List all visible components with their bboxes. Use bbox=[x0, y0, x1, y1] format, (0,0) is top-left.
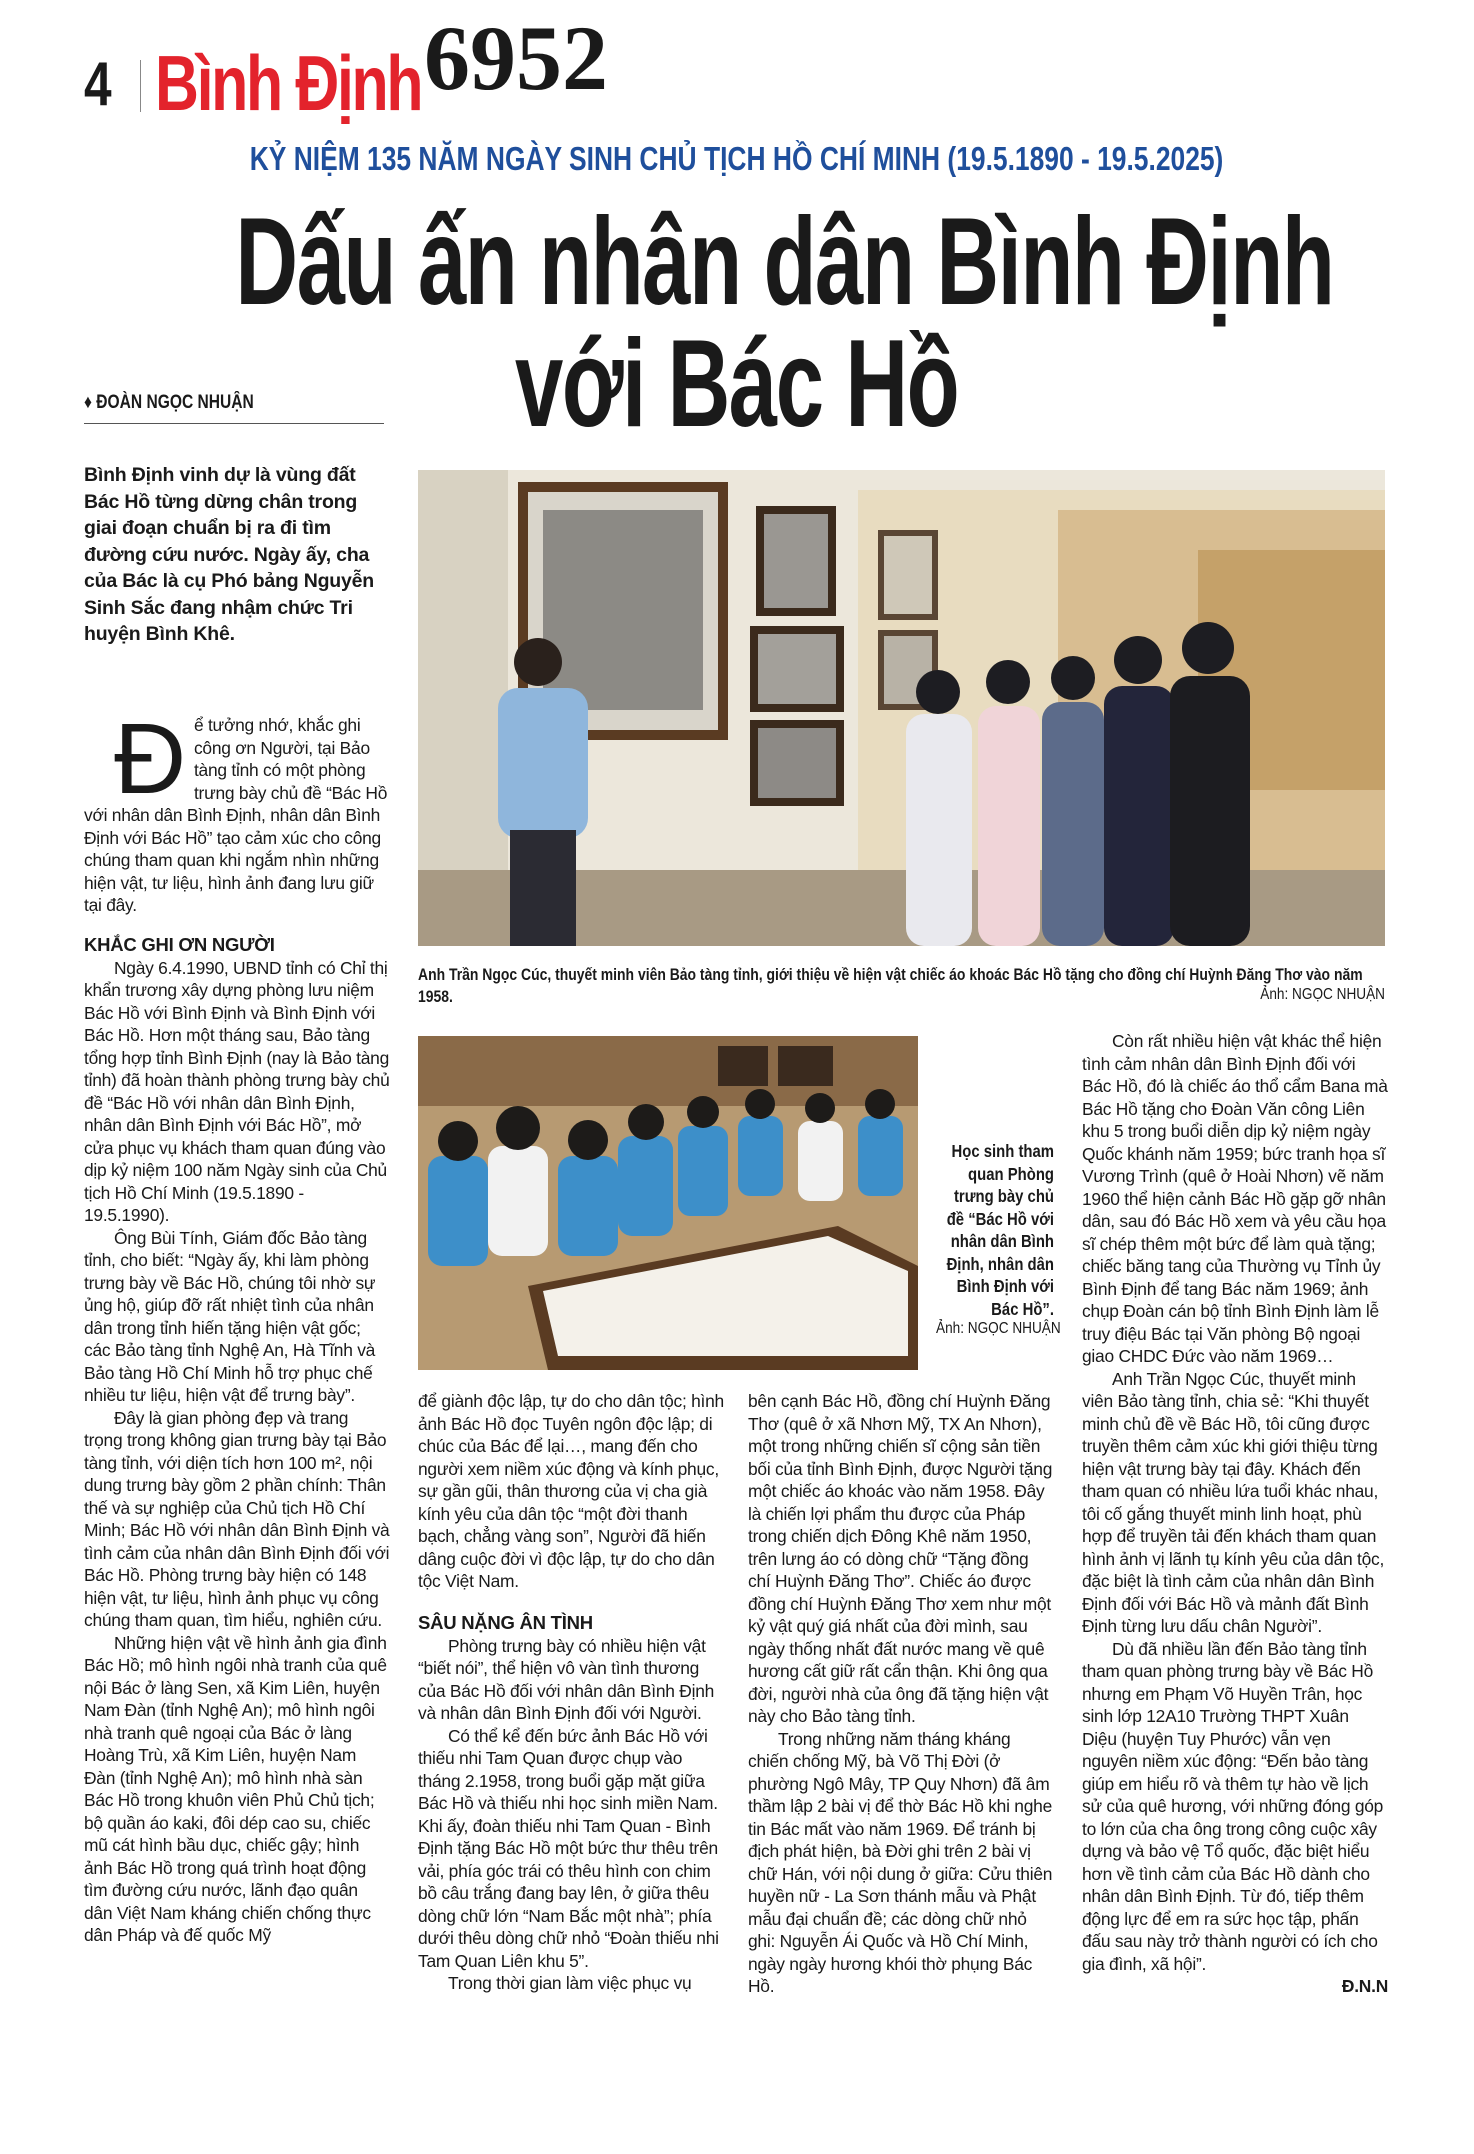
article-column-4 bbox=[1082, 1030, 1388, 2074]
paragraph: Đây là gian phòng đẹp và trang trọng trong không gian trưng bày tại Bảo tàng tỉnh, với diện tích hơn 100 m², nội dung trưng bày gồm 2 phần chính: Thân thế và sự nghiệp của Chủ tịch Hồ Chí Minh; Bác Hồ với nhân dân Bình Định và tình cảm của nhân dân Bình Định đối với Bác Hồ. Phòng trưng bày hiện có 148 hiện vật, tư liệu, hình ảnh phục vụ công chúng tham quan, tìm hiểu, nghiên cứu. bbox=[84, 1407, 390, 1630]
headline-line-2 bbox=[0, 315, 1474, 453]
lead-paragraph: Bình Định vinh dự là vùng đất Bác Hồ từng dừng chân trong giai đoạn chuẩn bị ra đi tìm đường cứu nước. Ngày ấy, cha của Bác là cụ Phó bảng Nguyễn Sinh Sắc đang nhậm chức Tri huyện Bình Khê. bbox=[84, 464, 375, 645]
paragraph-continuation: để giành độc lập, tự do cho dân tộc; hình ảnh Bác Hồ đọc Tuyên ngôn độc lập; di chúc của Bác để lại…, mang đến cho người xem niềm xúc động và kính phục, sự gần gũi, thân thương của vị cha già kính yêu của dân tộc “một đời thanh bạch, chẳng vàng son”, Người đã hiến dâng cuộc đời vì độc lập, tự do cho dân tộc Việt Nam. bbox=[418, 1391, 724, 1591]
paragraph: Những hiện vật về hình ảnh gia đình Bác Hồ; mô hình ngôi nhà tranh của quê nội Bác ở làng Sen, xã Kim Liên, huyện Nam Đàn (tỉnh Nghệ An); mô hình ngôi nhà tranh quê ngoại của Bác ở làng Hoàng Trù, xã Kim Liên, huyện Nam Đàn (tỉnh Nghệ An); mô hình nhà sàn Bác Hồ trong khuôn viên Phủ Chủ tịch; bộ quần áo kaki, đôi dép cao su, chiếc mũ cát hình bầu dục, chiếc gậy; hình ảnh Bác Hồ trong quá trình hoạt động tìm đường cứu nước, lãnh đạo quân dân Việt Nam kháng chiến chống thực dân Pháp và đế quốc Mỹ bbox=[84, 1632, 387, 1945]
photo-caption-2-text: Học sinh tham quan Phòng trưng bày chủ đề “Bác Hồ với nhân dân Bình Định, nhân dân Bình Định với Bác Hồ”. bbox=[946, 1141, 1054, 1319]
paragraph: Có thể kể đến bức ảnh Bác Hồ với thiếu nhi Tam Quan được chụp vào tháng 2.1958, trong buổi gặp mặt giữa Bác Hồ và thiếu nhi học sinh miền Nam. Khi ấy, đoàn thiếu nhi Tam Quan - Bình Định tặng Bác Hồ một bức thư thêu trên vải, phía góc trái có thêu hình con chim bồ câu trắng đang bay lên, ở giữa thêu dòng chữ lớn “Nam Bắc một nhà”; phía dưới thêu dòng chữ nhỏ “Đoàn thiếu nhi Tam Quan Liên khu 5”. bbox=[418, 1725, 719, 1971]
paragraph: Phòng trưng bày có nhiều hiện vật “biết nói”, thể hiện vô vàn tình thương của Bác Hồ đối với nhân dân Bình Định và nhân dân Bình Định đối với Người. bbox=[418, 1635, 715, 1723]
headline-text: Dấu ấn nhân dân Bình Định bbox=[235, 193, 1334, 331]
photo-students-exhibit bbox=[418, 1036, 918, 1370]
headline-text: với Bác Hồ bbox=[515, 315, 959, 453]
issue-number: 6952 bbox=[424, 7, 608, 109]
article-column-3 bbox=[748, 1390, 1054, 2074]
paragraph: Trong những năm tháng kháng chiến chống Mỹ, bà Võ Thị Đời (ở phường Ngô Mây, TP Quy Nhơn) đã âm thầm lập 2 bài vị để thờ Bác Hồ khi nghe tin Bác mất vào năm 1969. Để tránh bị địch phát hiện, bà Đời ghi trên 2 bài vị chữ Hán, với nội dung ở giữa: Cửu thiên huyền nữ - La Sơn thánh mẫu và Phật mẫu đại chuẩn đề; các dòng chữ nhỏ ghi: Nguyễn Ái Quốc và Hồ Chí Minh, ngày ngày hương khói thờ phụng Bác Hồ. bbox=[748, 1728, 1053, 1996]
paragraph: Dù đã nhiều lần đến Bảo tàng tỉnh tham quan phòng trưng bày về Bác Hồ nhưng em Phạm Võ Huyền Trân, học sinh lớp 12A10 Trường THPT Xuân Diệu (huyện Tuy Phước) vẫn vẹn nguyên niềm xúc động: “Đến bảo tàng giúp em hiểu rõ và thêm tự hào về lịch sử của quê hương, với những đóng góp to lớn của cha ông trong công cuộc xây dựng và bảo vệ Tổ quốc, đặc biệt hiểu hơn về tình cảm của Bác Hồ dành cho nhân dân Bình Định. Từ đó, tiếp thêm động lực để em ra sức học tập, phấn đấu sau này trở thành người có ích cho gia đình, xã hội”. bbox=[1082, 1638, 1384, 1974]
photo-caption-1 bbox=[418, 964, 1385, 1008]
photo-caption-1-text: Anh Trần Ngọc Cúc, thuyết minh viên Bảo tàng tỉnh, giới thiệu về hiện vật chiếc áo khoác Bác Hồ tặng cho đồng chí Huỳnh Đăng Thơ vào năm 1958. bbox=[418, 965, 1363, 1006]
photo-credit-1: Ảnh: NGỌC NHUẬN bbox=[1260, 986, 1385, 1003]
paragraph: Trong thời gian làm việc phục vụ bbox=[448, 1973, 692, 1993]
photo-caption-2 bbox=[924, 1140, 1054, 1320]
byline-divider bbox=[84, 423, 384, 424]
photo-credit-2: Ảnh: NGỌC NHUẬN bbox=[936, 1320, 1061, 1337]
drop-cap: Đ bbox=[114, 714, 186, 815]
paragraph: Ông Bùi Tính, Giám đốc Bảo tàng tỉnh, cho biết: “Ngày ấy, khi làm phòng trưng bày về Bác Hồ, chúng tôi nhờ sự ủng hộ, giúp đỡ rất nhiệt tình của nhân dân trong tỉnh hiến tặng hiện vật gốc; các Bảo tàng tỉnh Nghệ An, Hà Tĩnh và Bảo tàng Hồ Chí Minh hỗ trợ phục chế nhiều tư liệu, hiện vật để trưng bày”. bbox=[84, 1227, 376, 1405]
section-heading-2: SÂU NẶNG ÂN TÌNH bbox=[418, 1611, 593, 1633]
kicker: KỶ NIỆM 135 NĂM NGÀY SINH CHỦ TỊCH HỒ CHÍ MINH (19.5.1890 - 19.5.2025) bbox=[250, 140, 1224, 177]
kicker-container bbox=[0, 140, 1474, 178]
paragraph: Anh Trần Ngọc Cúc, thuyết minh viên Bảo tàng tỉnh, chia sẻ: “Khi thuyết minh chủ đề về Bác Hồ, tôi cũng được truyền thêm cảm xúc khi giới thiệu từng hiện vật trưng bày tại đây. Khách đến tham quan có nhiều lứa tuổi khác nhau, tôi cố gắng thuyết minh linh hoạt, phù hợp để truyền tải đến khách tham quan hình ảnh vị lãnh tụ kính yêu của dân tộc, đặc biệt là tình cảm của nhân dân Bình Định đối với Bác Hồ và mảnh đất Bình Định từng lưu dấu chân Người”. bbox=[1082, 1368, 1385, 1636]
paragraph: Ngày 6.4.1990, UBND tỉnh có Chỉ thị khẩn trương xây dựng phòng lưu niệm Bác Hồ với Bình Định và Bình Định với Bác Hồ. Hơn một tháng sau, Bảo tàng tổng hợp tỉnh Bình Định (nay là Bảo tàng tỉnh) đã hoàn thành phòng trưng bày chủ đề “Bác Hồ với nhân dân Bình Định, nhân dân Bình Định với Bác Hồ”, mở cửa phục vụ khách tham quan đúng vào dịp kỷ niệm 100 năm Ngày sinh của Chủ tịch Hồ Chí Minh (19.5.1890 - 19.5.1990). bbox=[84, 957, 390, 1225]
author-signature: Đ.N.N bbox=[1341, 1976, 1388, 1996]
article-column-1 bbox=[84, 714, 390, 2074]
paragraph-continuation: bên cạnh Bác Hồ, đồng chí Huỳnh Đăng Thơ (quê ở xã Nhơn Mỹ, TX An Nhơn), một trong những chiến sĩ cộng sản tiền bối của tỉnh Bình Định, được Người tặng một chiếc áo khoác vào năm 1958. Đây là chiến lợi phẩm thu được của Pháp trong chiến dịch Đông Khê năm 1950, trên lưng áo có dòng chữ “Tặng đồng chí Huỳnh Đăng Thơ”. Chiếc áo được đồng chí Huỳnh Đăng Thơ xem như một kỷ vật quý giá nhất của đời mình, sau ngày thống nhất đất nước mang về quê hương cất giữ rất cẩn thận. Khi ông qua đời, người nhà của ông đã tặng hiện vật này cho Bảo tàng tỉnh. bbox=[748, 1391, 1053, 1726]
article-column-2 bbox=[418, 1390, 724, 2074]
section-heading-1: KHẮC GHI ƠN NGƯỜI bbox=[84, 933, 275, 955]
byline: ♦ ĐOÀN NGỌC NHUẬN bbox=[84, 392, 254, 413]
headline-line-1 bbox=[0, 193, 1474, 331]
intro-paragraph: ể tưởng nhớ, khắc ghi công ơn Người, tại Bảo tàng tỉnh có một phòng trưng bày chủ đề “Bác Hồ với nhân dân Bình Định, nhân dân Bình Định với Bác Hồ” tạo cảm xúc cho công chúng tham quan khi ngắm nhìn những hiện vật, tư liệu, hình ảnh đang lưu giữ tại đây. bbox=[84, 715, 388, 915]
photo-museum-guide-image bbox=[418, 470, 1385, 946]
photo-museum-guide bbox=[418, 470, 1385, 946]
photo-students-exhibit-image bbox=[418, 1036, 918, 1370]
paragraph: Còn rất nhiều hiện vật khác thể hiện tình cảm nhân dân Bình Định đối với Bác Hồ, đó là chiếc áo thổ cẩm Bana mà Bác Hồ tặng cho Đoàn Văn công Liên khu 5 trong buổi diễn dịp kỷ niệm ngày Quốc khánh năm 1959; bức tranh họa sĩ Vương Trình (quê ở Hoài Nhơn) vẽ năm 1960 thể hiện cảnh Bác Hồ gặp gỡ nhân dân, sau đó Bác Hồ xem và yêu cầu họa sĩ chép thêm một bức để làm quà tặng; chiếc băng tang của Thường vụ Tỉnh ủy Bình Định để tang Bác năm 1969; ảnh chụp Đoàn cán bộ tỉnh Bình Định làm lễ truy điệu Bác tại Văn phòng Bộ ngoại giao CHDC Đức vào năm 1969… bbox=[1082, 1031, 1388, 1366]
header-divider bbox=[140, 60, 141, 112]
page-number: 4 bbox=[84, 50, 112, 119]
newspaper-logo: Bình Định bbox=[155, 39, 422, 127]
